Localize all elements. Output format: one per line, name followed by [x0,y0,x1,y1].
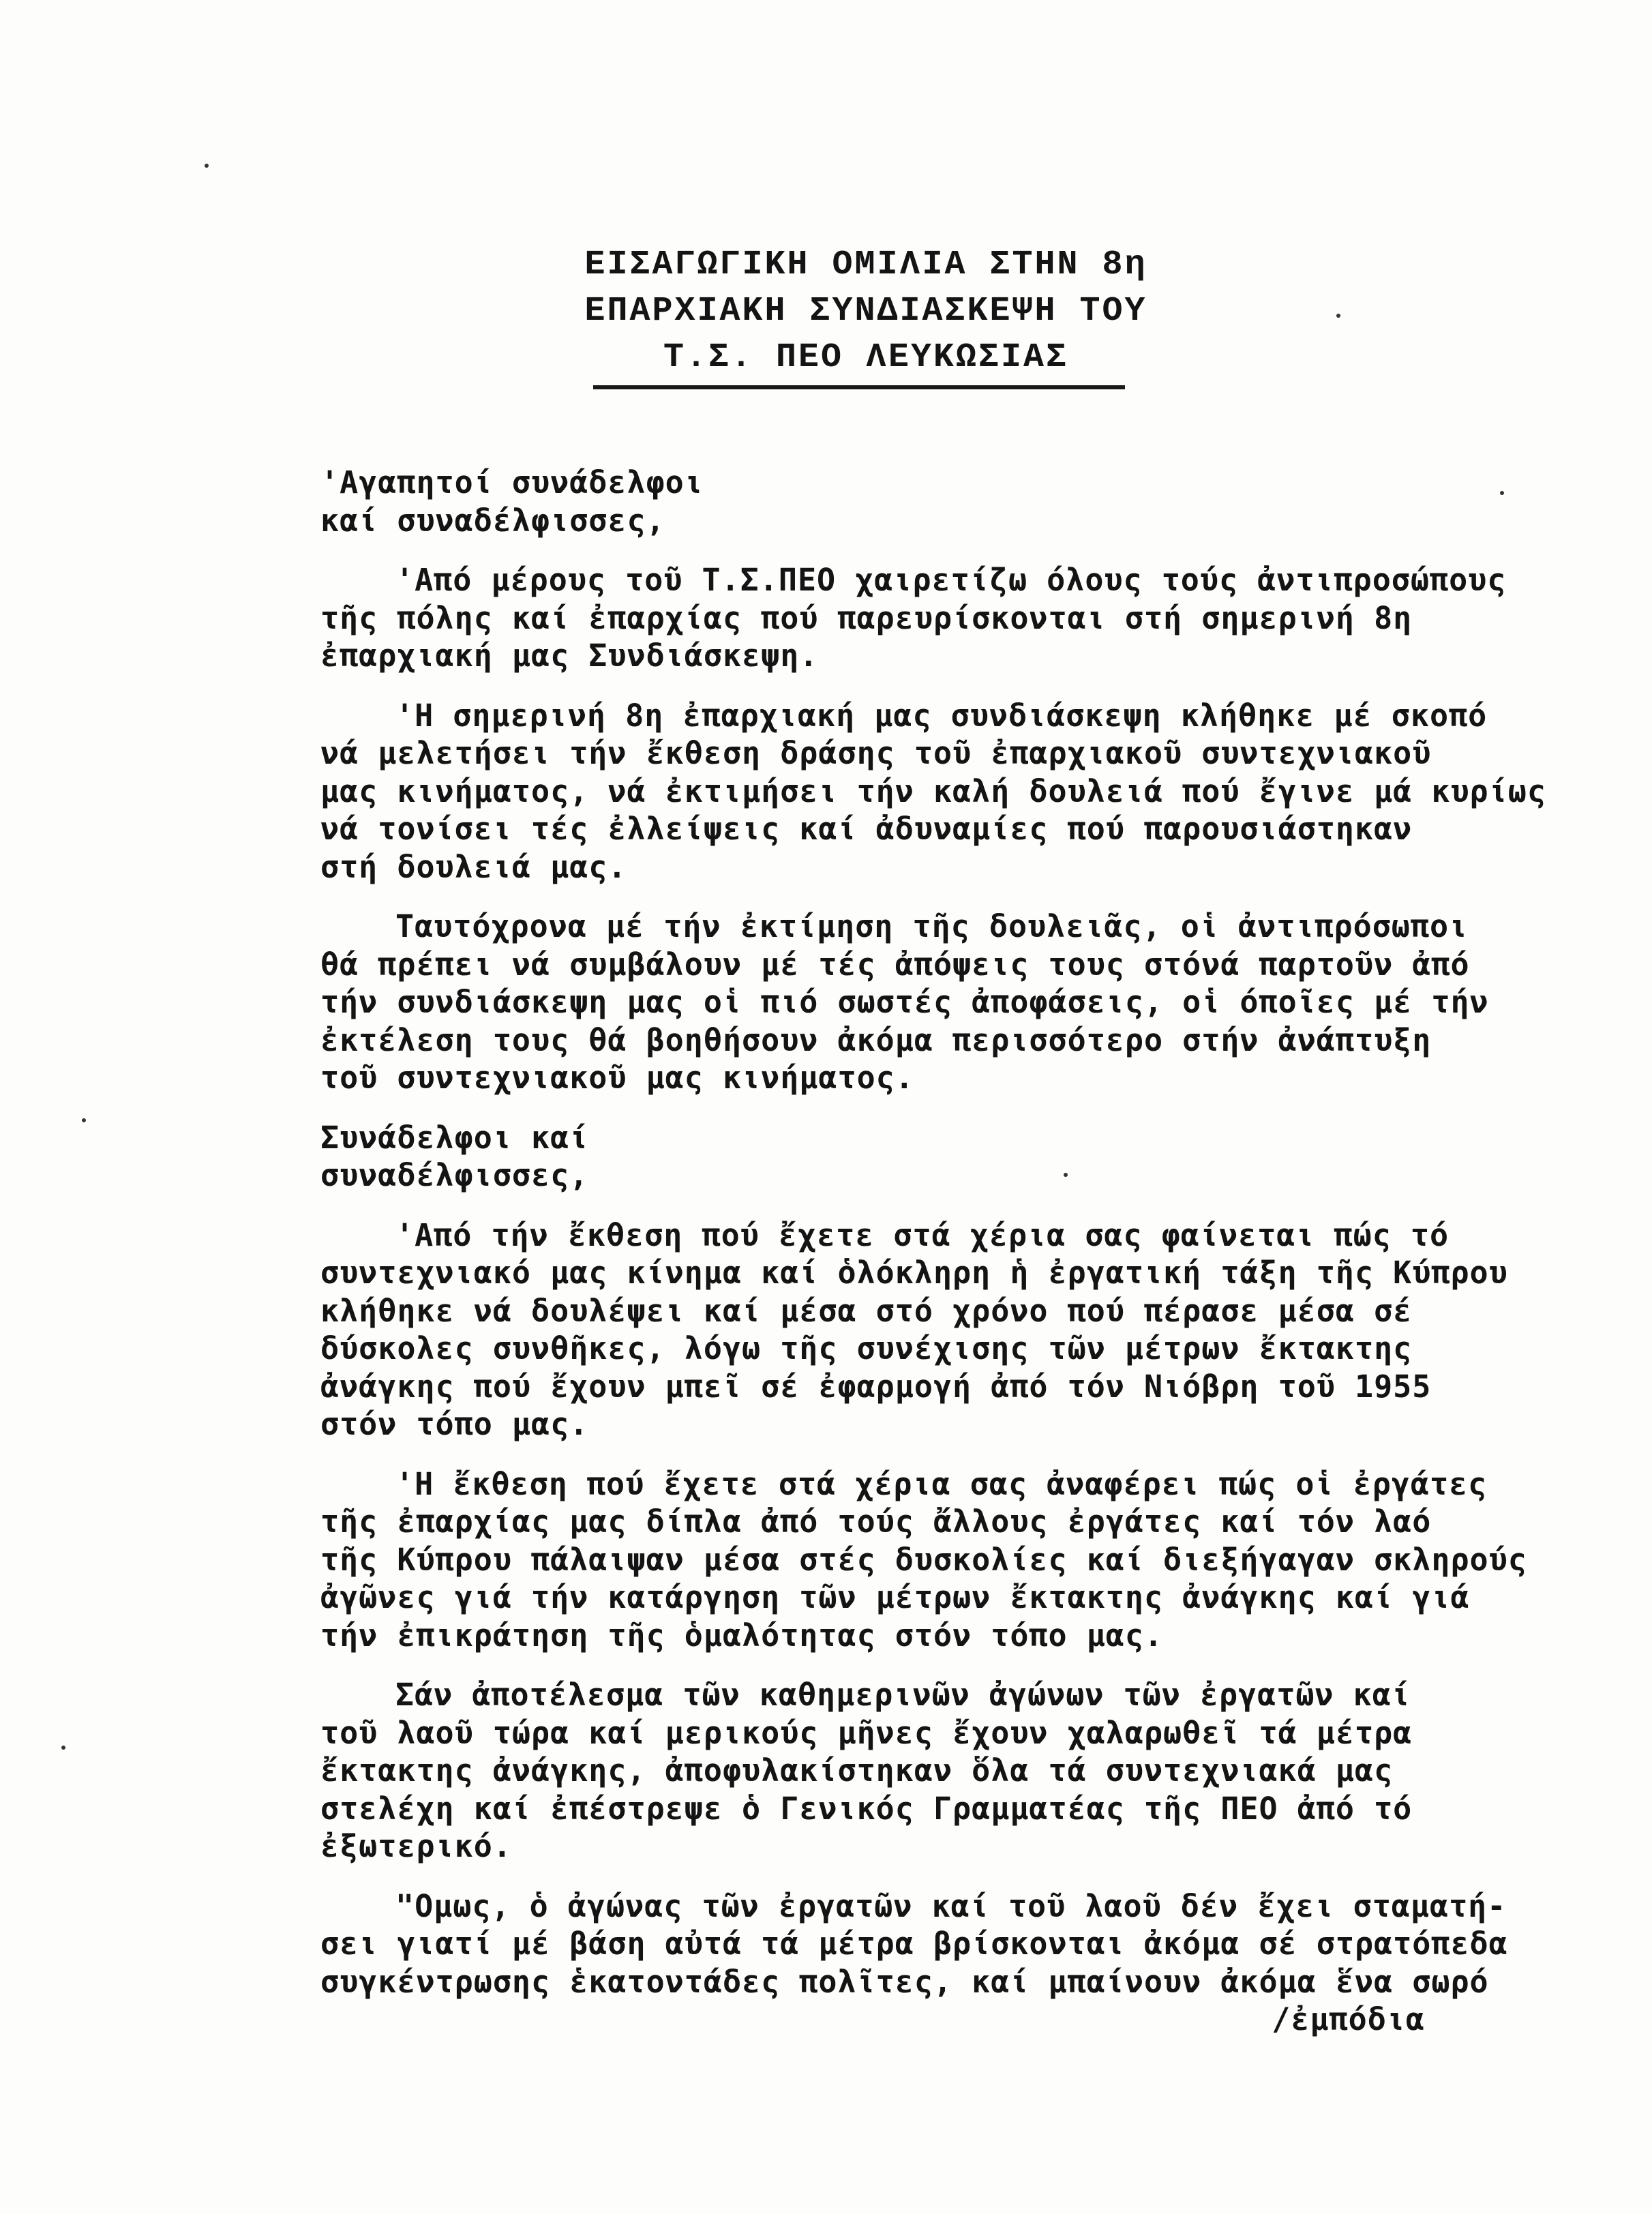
text-line: "Ομως, ὁ ἀγώνας τῶν ἐργατῶν καί τοῦ λαοῦ δέν ἔχει σταματή- [395,1887,1507,1924]
text-line: ἐξωτερικό. [320,1828,512,1864]
text-line: στή δουλειά μας. [320,848,627,885]
paragraph-1 [320,561,1636,675]
text-line: 'Από μέρους τοῦ Τ.Σ.ΠΕΟ χαιρετίζω όλους τούς ἀντιπροσώπους [395,562,1507,598]
text-line: τῆς πόλης καί ἐπαρχίας πού παρευρίσκονται στή σημερινή 8η [320,599,1413,636]
text-line: συντεχνιακό μας κίνημα καί ὁλόκληρη ἡ ἐργατική τάξη τῆς Κύπρου [320,1255,1508,1291]
paragraph-2 [320,697,1636,886]
salutation-line: συναδέλφισσες, [320,1157,589,1193]
text-line: ἐπαρχιακή μας Συνδιάσκεψη. [320,638,819,674]
title-underline [593,385,1125,389]
paragraph-7 [320,1887,1636,2001]
paragraph-5 [320,1465,1636,1655]
text-line: ἐκτέλεση τους θά βοηθήσουν ἀκόμα περισσότερο στήν ἀνάπτυξη [320,1021,1432,1058]
text-line: τοῦ λαοῦ τώρα καί μερικούς μῆνες ἔχουν χαλαρωθεῖ τά μέτρα [320,1714,1413,1751]
text-line: κλήθηκε νά δουλέψει καί μέσα στό χρόνο πού πέρασε μέσα σέ [320,1292,1413,1329]
text-line: τήν ἐπικράτηση τῆς ὁμαλότητας στόν τόπο μας. [320,1617,1164,1654]
speck-mark [205,164,209,168]
text-line: ἀνάγκης πού ἔχουν μπεῖ σέ ἐφαρμογή ἀπό τόν Νιόβρη τοῦ 1955 [320,1368,1432,1405]
text-line: σει γιατί μέ βάση αὐτά τά μέτρα βρίσκονται ἀκόμα σέ στρατόπεδα [320,1926,1508,1962]
text-line: νά μελετήσει τήν ἔκθεση δράσης τοῦ ἐπαρχιακοῦ συντεχνιακοῦ [320,735,1432,771]
speck-mark [82,1118,86,1122]
text-line: θά πρέπει νά συμβάλουν μέ τές ἀπόψεις τους στόνά παρτοῦν ἀπό [320,946,1470,983]
text-line: τῆς ἐπαρχίας μας δίπλα ἀπό τούς ἄλλους ἐργάτες καί τόν λαό [320,1504,1432,1540]
paragraph-4 [320,1216,1636,1443]
text-line: συγκέντρωσης ἑκατοντάδες πολῖτες, καί μπαίνουν ἀκόμα ἕνα σωρό [320,1963,1489,2000]
text-line: νά τονίσει τές ἐλλείψεις καί ἀδυναμίες πού παρουσιάστηκαν [320,811,1413,847]
salutation-line: καί συναδέλφισσες, [320,502,665,539]
text-line: Σάν ἀποτέλεσμα τῶν καθημερινῶν ἀγώνων τῶν ἐργατῶν καί [395,1677,1411,1713]
speck-mark [1336,314,1340,318]
text-line: 'Η ἔκθεση πού ἔχετε στά χέρια σας ἀναφέρει πώς οἱ ἐργάτες [395,1465,1488,1502]
text-line: στόν τόπο μας. [320,1406,589,1442]
salutation [320,464,1636,539]
speck-mark [61,1746,65,1750]
paragraph-6 [320,1676,1636,1866]
salutation-line: Συνάδελφοι καί [320,1119,589,1156]
text-line: 'Από τήν ἔκθεση πού ἔχετε στά χέρια σας φαίνεται πώς τό [395,1216,1450,1253]
text-line: δύσκολες συνθῆκες, λόγω τῆς συνέχισης τῶν μέτρων ἔκτακτης [320,1330,1413,1366]
title-line-3: Τ.Σ. ΠΕΟ ΛΕΥΚΩΣΙΑΣ [663,338,1069,377]
text-line: στελέχη καί ἐπέστρεψε ὁ Γενικός Γραμματέας τῆς ΠΕΟ ἀπό τό [320,1790,1413,1827]
text-line: ἔκτακτης ἀνάγκης, ἀποφυλακίστηκαν ὅλα τά συντεχνιακά μας [320,1752,1394,1789]
document-title [477,242,1255,381]
text-line: μας κινήματος, νά ἐκτιμήσει τήν καλή δουλειά πού ἔγινε μά κυρίως [320,773,1546,809]
paragraph-3 [320,908,1636,1097]
continuation-marker: /ἐμπόδια [1272,2001,1425,2037]
text-line: Ταυτόχρονα μέ τήν ἐκτίμηση τῆς δουλειᾶς, οἱ ἀντιπρόσωποι [395,908,1469,944]
document-body [320,464,1636,2039]
text-line: τοῦ συντεχνιακοῦ μας κινήματος. [320,1060,914,1096]
title-line-2: ΕΠΑΡΧΙΑΚΗ ΣΥΝΔΙΑΣΚΕΨΗ ΤΟΥ [584,292,1147,331]
text-line: τῆς Κύπρου πάλαιψαν μέσα στές δυσκολίες καί διεξήγαγαν σκληρούς [320,1541,1527,1578]
title-line-1: ΕΙΣΑΓΩΓΙΚΗ ΟΜΙΛΙΑ ΣΤΗΝ 8η [584,245,1147,284]
text-line: 'Η σημερινή 8η ἐπαρχιακή μας συνδιάσκεψη κλήθηκε μέ σκοπό [395,697,1488,734]
salutation-2 [320,1119,1636,1195]
salutation-line: 'Αγαπητοί συνάδελφοι [320,464,704,500]
text-line: τήν συνδιάσκεψη μας οἱ πιό σωστές ἀποφάσεις, οἱ όποῖες μέ τήν [320,984,1489,1020]
text-line: ἀγῶνες γιά τήν κατάργηση τῶν μέτρων ἔκτακτης ἀνάγκης καί γιά [320,1579,1470,1615]
